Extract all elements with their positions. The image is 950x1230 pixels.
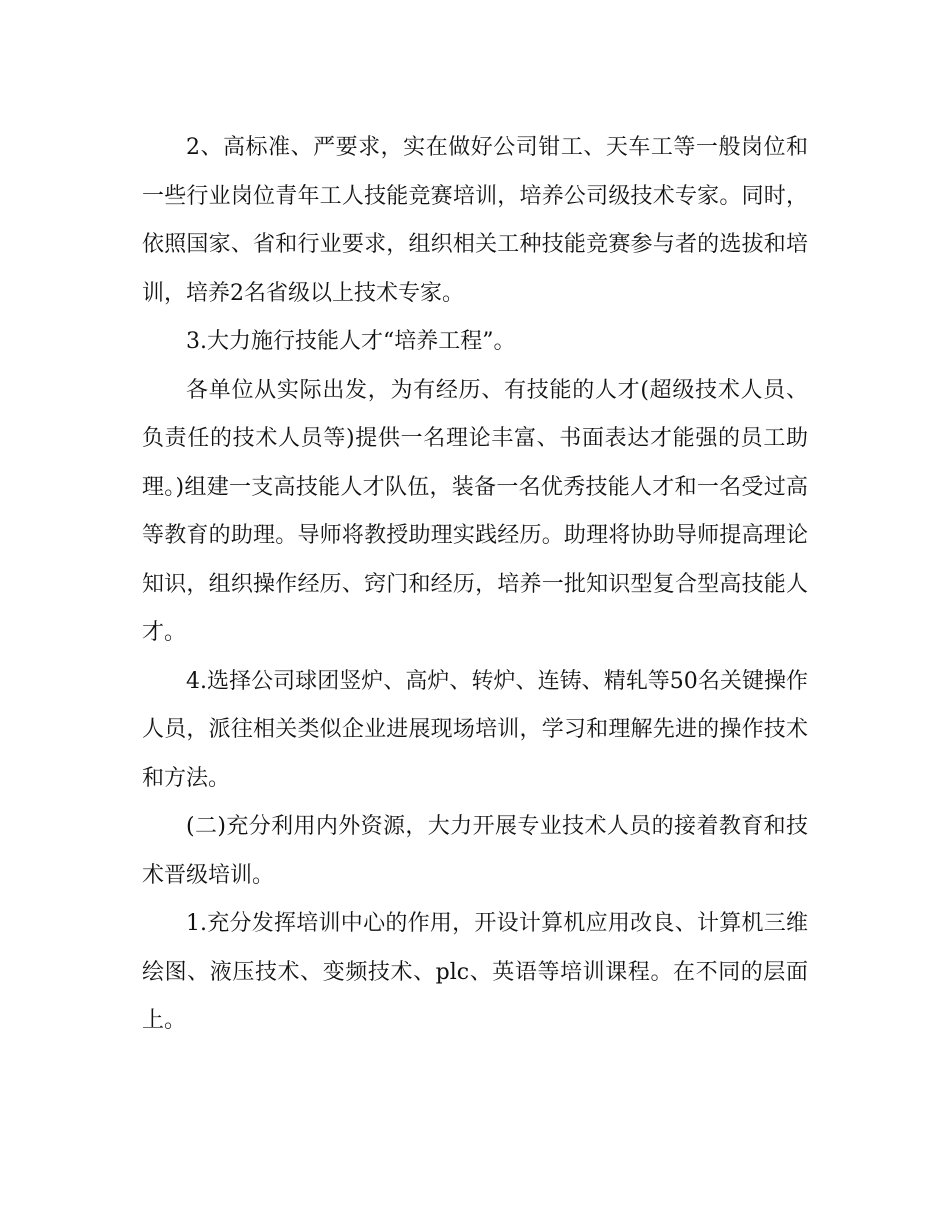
paragraph-professional-education-heading: (二)充分利用内外资源，大力开展专业技术人员的接着教育和技术晋级培训。: [142, 814, 808, 888]
paragraph-key-operators-training: 4.选择公司球团竖炉、高炉、转炉、连铸、精轧等50名关键操作人员，派往相关类似企业进展现场培训，学习和理解先进的操作技术和方法。: [142, 668, 808, 791]
document-body: [142, 124, 808, 1046]
paragraph-cultivation-project-heading: 3.大力施行技能人才“培养工程”。: [186, 329, 516, 354]
paragraph-competition-training: 2、高标准、严要求，实在做好公司钳工、天车工等一般岗位和一些行业岗位青年工人技能竞赛培训，培养公司级技术专家。同时，依照国家、省和行业要求，组织相关工种技能竞赛参与者的选拔和培训，培养2名省级以上技术专家。: [142, 135, 808, 306]
paragraph-mentor-assistant: 各单位从实际出发，为有经历、有技能的人才(超级技术人员、负责任的技术人员等)提供一名理论丰富、书面表达才能强的员工助理。)组建一支高技能人才队伍，装备一名优秀技能人才和一名受过高等教育的助理。导师将教授助理实践经历。助理将协助导师提高理论知识，组织操作经历、窍门和经历，培养一批知识型复合型高技能人才。: [142, 377, 808, 645]
paragraph-training-center-courses: 1.充分发挥培训中心的作用，开设计算机应用改良、计算机三维绘图、液压技术、变频技术、plc、英语等培训课程。在不同的层面上。: [142, 911, 808, 1033]
